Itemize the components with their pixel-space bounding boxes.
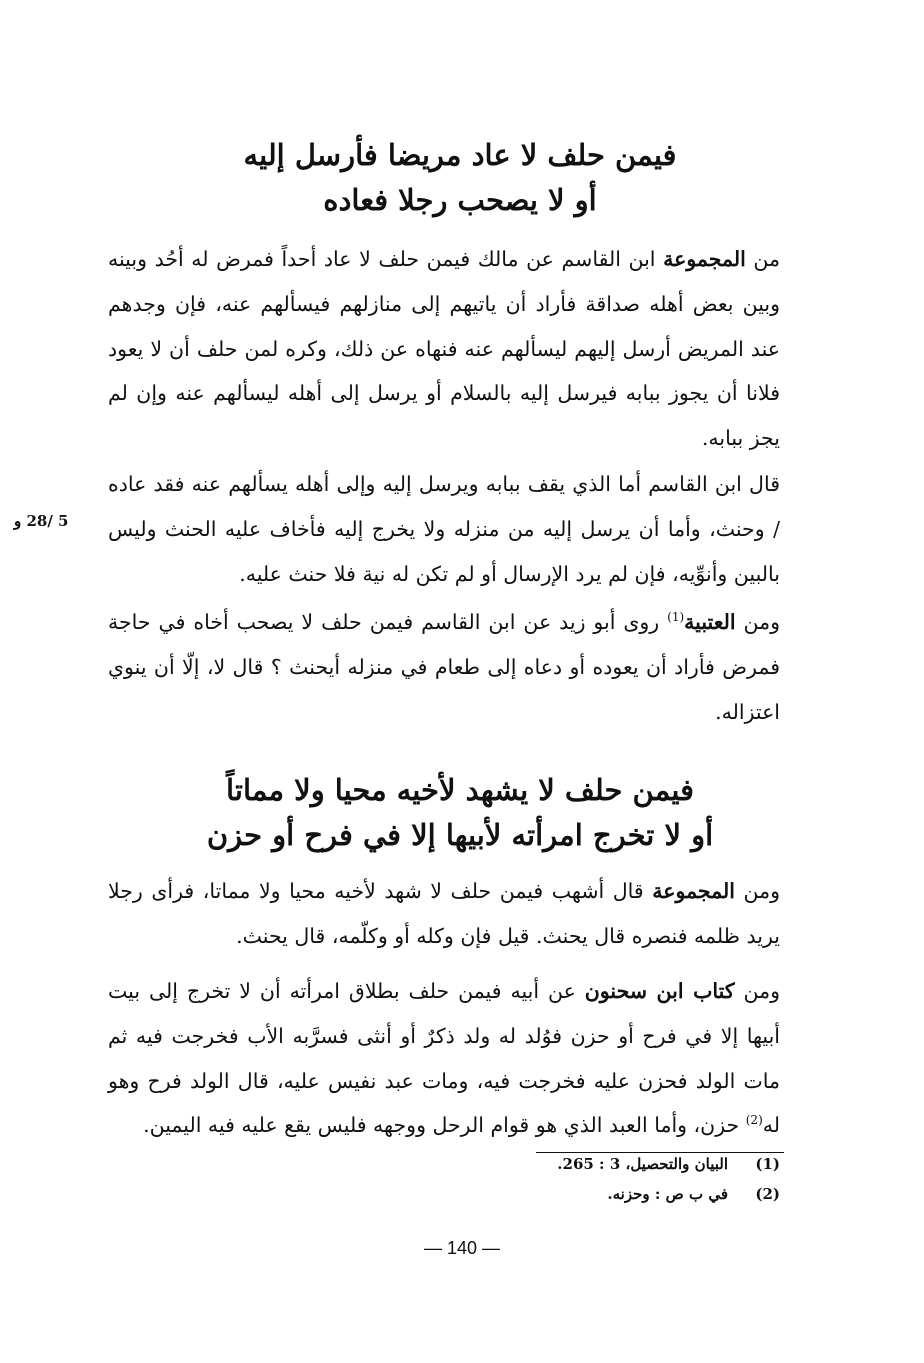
footnote-reference: (2): [745, 1113, 763, 1128]
heading-line-1: فيمن حلف لا يشهد لأخيه محيا ولا مماتاً: [226, 773, 694, 807]
footnote-2: [360, 1185, 780, 1203]
paragraph-text: قال أشهب فيمن حلف لا شهد لأخيه محيا ولا مماتا، فرأى رجلا يريد ظلمه فنصره قال يحنث. قيل فإن وكله أو وكلّمه، قال يحنث.: [108, 879, 780, 948]
section-heading-witness-brother: [110, 768, 810, 858]
source-name: كتاب ابن سحنون: [584, 979, 735, 1003]
paragraph-text: قال ابن القاسم أما الذي يقف ببابه ويرسل إليه وإلى أهله يسألهم عنه فقد عاده / وحنث، وأما أن يرسل إليه من منزله ولا يخرج إليه فأخاف عليه الحنث وليس بالبين وأنوِّيه، فإن لم يرد الإرسال أو لم تكن له نية فلا حنث عليه.: [108, 472, 780, 586]
paragraph-majmua-1: [108, 237, 780, 461]
footnote-1: [360, 1155, 780, 1173]
paragraph-lead: ومن: [734, 879, 780, 903]
paragraph-text: حزن، وأما العبد الذي هو قوام الرحل ووجهه فليس يقع عليه فيه اليمين.: [143, 1113, 746, 1138]
page-number: — 140 —: [423, 1238, 501, 1258]
footnote-reference: (1): [667, 610, 685, 624]
paragraph-text: عن أبيه فيمن حلف بطلاق امرأته أن لا تخرج إلى بيت أبيها إلا في فرح أو حزن فوُلد له ولد ذكرٌ أو أنثى فسرَّبه الأب فخرجت فيه ثم مات الولد فحزن عليه فخرجت فيه، ومات عبد نفيس عليه، قال الولد فرح وهو له: [108, 979, 780, 1138]
footnote-text: في ب ص : وحزنه.: [607, 1185, 728, 1203]
heading-line-1: فيمن حلف لا عاد مريضا فأرسل إليه: [243, 138, 677, 172]
source-name: العتبية: [684, 610, 736, 634]
footnote-divider: [536, 1152, 784, 1153]
source-name: المجموعة: [663, 247, 746, 271]
paragraph-majmua-2: [108, 869, 780, 959]
manuscript-folio-marker: 5 /28 و: [14, 512, 69, 530]
paragraph-ibn-sahnun: [108, 969, 780, 1148]
paragraph-text: روى أبو زيد عن ابن القاسم فيمن حلف لا يصحب أخاه في حاجة فمرض فأراد أن يعوده أو دعاه إلى طعام في منزله أيحنث ؟ قال لا، إلّا أن ينوي اعتزاله.: [108, 610, 780, 724]
heading-line-2: أو لا تخرج امرأته لأبيها إلا في فرح أو حزن: [206, 818, 714, 852]
section-heading-visiting-sick: [110, 133, 810, 223]
footnote-number: (1): [755, 1155, 780, 1173]
paragraph-lead: ومن: [735, 610, 780, 634]
paragraph-lead: ومن: [734, 979, 781, 1003]
paragraph-text: ابن القاسم عن مالك فيمن حلف لا عاد أحداً فمرض له أحُد وبينه وبين بعض أهله صداقة فأراد أن ياتيهم إلى منازلهم فيسألهم عنه، فإن وجدهم عند المريض أرسل إليهم ليسألهم عنه فنهاه عن ذلك، وكره لمن حلف أن لا يعود فلانا أن يجوز ببابه فيرسل إليه بالسلام أو يرسل إلى أهله ليسألهم عنه وإن لم يجز ببابه.: [108, 247, 780, 451]
footnote-text: البيان والتحصيل، 3 : 265.: [557, 1155, 728, 1173]
footnote-number: (2): [755, 1185, 780, 1203]
paragraph-lead: من: [745, 247, 780, 271]
paragraph-ibn-qasim: [108, 462, 780, 596]
heading-line-2: أو لا يصحب رجلا فعاده: [323, 183, 597, 217]
source-name: المجموعة: [652, 879, 735, 903]
paragraph-utbiyya: [108, 600, 780, 734]
